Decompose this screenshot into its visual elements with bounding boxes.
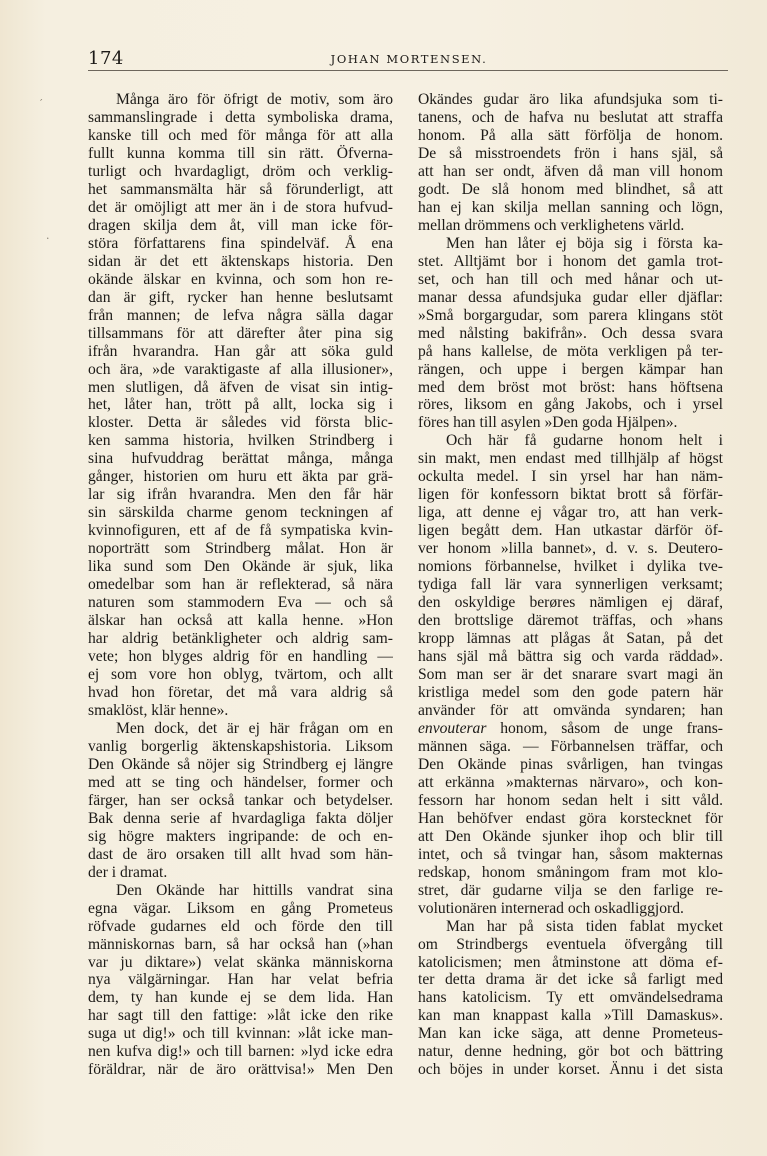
text-line: ver honom »lilla bannet», d. v. s. Deutero- <box>418 540 723 558</box>
text-line: volutionären internerad och oskadliggjord. <box>418 899 684 917</box>
text-line: het sammansmälta här så förunderligt, att <box>88 180 393 198</box>
text-line: Man har på sista tiden fablat mycket <box>446 917 723 935</box>
text-line: omedelbar som han är reflekterad, så nära <box>88 576 393 594</box>
right-column <box>418 91 723 1079</box>
text-line: fessorn har honom sedan helt i sitt våld. <box>418 791 723 809</box>
text-line: Man kan icke säga, att denne Prometeus- <box>418 1025 723 1043</box>
text-line: den oskyldige berøres nämligen ej däraf, <box>418 594 723 612</box>
text-line: Men han låter ej böja sig i första ka- <box>446 234 723 252</box>
text-line: tydiga fall lär vara synnerligen verksamt; <box>418 576 723 594</box>
text-line: sidan är det ett äktenskaps historia. Den <box>88 252 393 270</box>
text-line: kvinnofiguren, ett af de få sympatiska kvin- <box>88 522 393 540</box>
left-column <box>88 91 393 1079</box>
text-line: naturen som stammodern Eva — och så <box>88 594 393 612</box>
text-line: set, och han till och med hånar och ut- <box>418 270 723 288</box>
text-line: använder för att omvända syndaren; han <box>418 701 723 719</box>
text-line: smaklöst, klär henne». <box>88 701 229 719</box>
text-line: sig högre makters ingripande: de och en- <box>88 827 393 845</box>
text-line: intet, och så tvingar han, såsom makternas <box>418 845 723 863</box>
text-line: liga, att denne ej vågar tro, att han verk- <box>418 504 723 522</box>
text-line: natur, denne hedning, gör bot och bättring <box>418 1043 723 1061</box>
text-line: Många äro för öfrigt de motiv, som äro <box>116 91 393 108</box>
text-line: på hans kallelse, de möta verkligen på ter- <box>418 342 723 360</box>
text-line: kristliga medel som den gode patern här <box>418 683 723 701</box>
text-line: han ej kan skilja mellan sanning och lögn, <box>418 198 723 216</box>
text-line: gånger, historien om huru ett äkta par grä- <box>88 468 393 486</box>
text-line: dan är gift, rycker han henne beslutsamt <box>88 288 393 306</box>
text-line: föräldrar, när de äro orättvisa!» Men Den <box>88 1061 393 1079</box>
text-line: har sagt till den fattige: »låt icke den rike <box>88 1007 393 1025</box>
text-line: suga ut dig!» och till kvinnan: »låt icke man- <box>88 1025 393 1043</box>
text-line: var ju diktare») velat skänka människorna <box>88 953 393 971</box>
text-line: om Strindbergs eventuela öfvergång till <box>418 935 723 953</box>
text-line: med dem bröst mot bröst: hans höftsena <box>418 378 723 396</box>
text-line: kanske till och med för många för att alla <box>88 126 393 144</box>
text-line: med att se ting och händelser, former och <box>88 773 393 791</box>
text-line: sammanslingrade i detta symboliska drama, <box>88 108 393 126</box>
text-line: ifrån hvarandra. Han går att söka guld <box>88 342 393 360</box>
text-line: katolicismen; men åtminstone att döma ef- <box>418 953 723 971</box>
text-line: dast de äro orsaken till allt hvad som hän- <box>88 845 393 863</box>
text-line: Han behöfver endast göra korstecknet för <box>418 809 723 827</box>
text-line: männen säga. — Förbannelsen träffar, och <box>418 737 723 755</box>
text-line: Men dock, det är ej här frågan om en <box>116 719 393 737</box>
text-line: ligen för konfessorn biktat brott så förfär- <box>418 486 723 504</box>
text-line: lar sig ifrån hvarandra. Men den får här <box>88 486 393 504</box>
text-line: sin makt, men endast med tillhjälp af högst <box>418 450 723 468</box>
text-line: ligen begått dem. Han utkastar därför öf- <box>418 522 723 540</box>
text-line: kropp lämnas att plågas åt Satan, på det <box>418 630 723 648</box>
text-line: Och här få gudarne honom helt i <box>446 432 723 450</box>
text-line: stet. Alltjämt bor i honom det gamla trot- <box>418 252 723 270</box>
text-line: dragen skilja dem åt, vill man icke för- <box>88 216 393 234</box>
text-line: Den Okände har hittills vandrat sina <box>116 881 393 899</box>
text-line: ej som vore hon oblyg, tvärtom, och allt <box>88 666 393 683</box>
text-line: honom. På alla sätt förfölja de honom. <box>418 126 723 144</box>
text-line: hans katolicism. Ty ett omvändelsedrama <box>418 989 723 1007</box>
text-line: störa författarens fina spindelväf. Å ena <box>88 234 393 252</box>
text-line: röfvade gudarnes eld och förde den till <box>88 917 393 935</box>
text-line: rängen, och uppe i bergen kämpar han <box>418 360 723 378</box>
text-line: med nålsting bakifrån». Och dessa svara <box>418 324 723 342</box>
text-line: det är omöjligt att mer än i de stora hufvud- <box>88 198 393 216</box>
text-line: och böjes in under korset. Ännu i det sista <box>418 1061 723 1079</box>
text-line: godt. De slå honom med blindhet, så att <box>418 180 723 198</box>
text-line: turligt och hvardagligt, dröm och verklig- <box>88 162 393 180</box>
text-line: kloster. Detta är således vid första blic- <box>88 414 393 432</box>
text-line: stret, där gudarne vilja se den farlige re- <box>418 881 723 899</box>
text-line: redskap, honom småningom fram mot klo- <box>418 863 723 881</box>
text-line: men slutligen, då äfven de visat sin intig- <box>88 378 393 396</box>
text-line: Bak denna serie af hvardagliga fakta döljer <box>88 809 393 827</box>
text-line: den brottslige däremot träffas, och »hans <box>418 612 723 630</box>
text-line: Okändes gudar äro lika afundsjuka som ti- <box>418 91 723 108</box>
text-line: »Små borgargudar, som parera klingans stöt <box>418 306 723 324</box>
text-line: sina hufvuddrag berättat många, många <box>88 450 393 468</box>
text-line: från mannen; de lefva några sälla dagar <box>88 306 393 324</box>
text-line: nya välgärningar. Han har velat befria <box>88 971 393 989</box>
page-header <box>88 48 730 70</box>
text-line: kan man knappast kalla »Till Damaskus». <box>418 1007 723 1025</box>
text-line: att Den Okände sjunker ihop och blir till <box>418 827 723 845</box>
page-number: 174 <box>88 48 124 69</box>
text-line: De så misstroendets frön i hans själ, så <box>418 144 723 162</box>
text-line: röres, liksom en gång Jakobs, och i yrsel <box>418 396 723 414</box>
text-line: Den Okände pinas svårligen, han tvingas <box>418 755 723 773</box>
text-line: nomions förbannelse, hvilket i dylika tve- <box>418 558 723 576</box>
text-line: tanens, och de hafva nu beslutat att straffa <box>418 108 723 126</box>
text-line: okände älskar en kvinna, och som hon re- <box>88 270 393 288</box>
text-line: färger, han ser också tankar och betydelser. <box>88 791 393 809</box>
text-line: noporträtt som Strindberg målat. Hon är <box>88 540 393 558</box>
text-line: och ära, »de varaktigaste af alla illusioner», <box>88 360 393 378</box>
text-line: vete; hon blyges aldrig för en handling — <box>88 648 393 666</box>
running-head: JOHAN MORTENSEN. <box>330 52 488 66</box>
text-line: vanlig borgerlig äktenskapshistoria. Liksom <box>88 737 393 755</box>
text-line: att han ser ondt, äfven då man vill honom <box>418 162 723 180</box>
text-line: fullt kunna komma till sin rätt. Öfverna- <box>88 144 393 162</box>
margin-mark: · <box>46 232 50 245</box>
text-line: mellan drömmens och verklighetens värld. <box>418 216 685 234</box>
text-line: människornas barn, så har också han (»han <box>88 935 393 953</box>
text-line: manar dessa afundsjuka gudar eller djäflar: <box>418 288 723 306</box>
text-line: att erkänna »makternas närvaro», och kon- <box>418 773 723 791</box>
text-line: föres han till asylen »Den goda Hjälpen». <box>418 414 678 432</box>
text-line: hvad hon företar, det må vara aldrig så <box>88 683 393 701</box>
text-line: ockulta medel. I sin yrsel har han näm- <box>418 468 723 486</box>
text-line: envouterar honom, såsom de unge frans- <box>418 719 723 737</box>
text-line: het, låter han, trött på allt, locka sig i <box>88 396 393 414</box>
text-line: Som man ser är det snarare svart magi än <box>418 666 723 683</box>
text-line: lika sund som Den Okände är sjuk, lika <box>88 558 393 576</box>
text-line: dem, ty han kunde ej se dem lida. Han <box>88 989 393 1007</box>
text-line: der i dramat. <box>88 863 168 881</box>
text-line: har aldrig betänkligheter och aldrig sam- <box>88 630 393 648</box>
margin-mark: ′ <box>40 97 43 110</box>
text-line: sin särskilda charme genom teckningen af <box>88 504 393 522</box>
text-line: Den Okände så nöjer sig Strindberg ej längre <box>88 755 393 773</box>
text-line: ken samma historia, hvilken Strindberg i <box>88 432 393 450</box>
text-line: tillsammans för att därefter åter pina sig <box>88 324 393 342</box>
text-line: ter detta drama är det icke så farligt med <box>418 971 723 989</box>
text-line: nen kufva dig!» och till barnen: »lyd icke edra <box>88 1043 393 1061</box>
text-line: egna vägar. Liksom en gång Prometeus <box>88 899 393 917</box>
text-line: hans själ må bättra sig och varda räddad». <box>418 648 723 666</box>
text-line: älskar han också att kalla henne. »Hon <box>88 612 393 630</box>
header-rule <box>88 70 728 71</box>
